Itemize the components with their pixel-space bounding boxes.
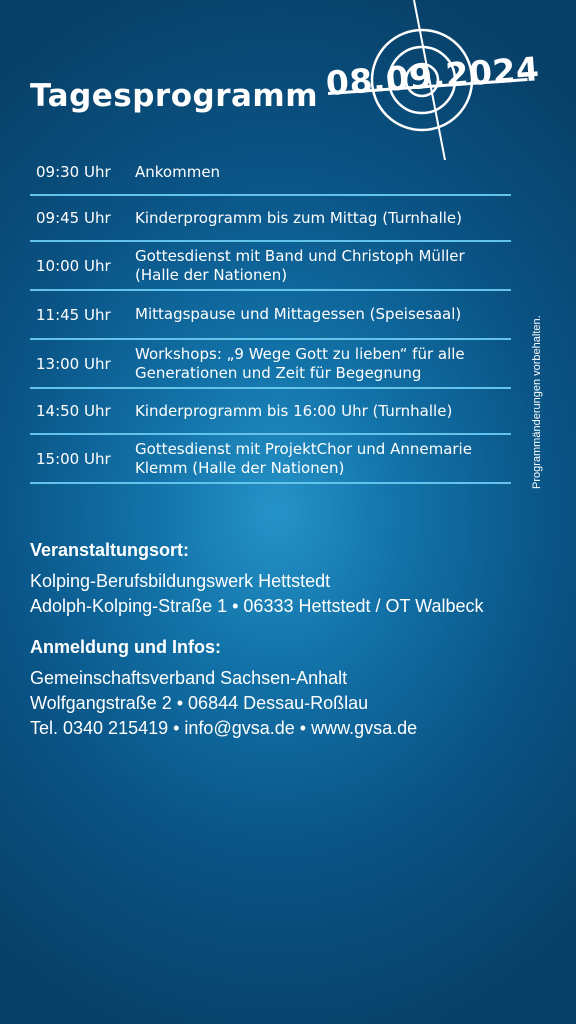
schedule-row (30, 196, 511, 242)
schedule-time: 14:50 Uhr (36, 402, 111, 420)
contact-block (30, 637, 560, 741)
schedule-time: 11:45 Uhr (36, 305, 111, 324)
page-title: Tagesprogramm (30, 78, 319, 114)
schedule-event: Workshops: „9 Wege Gott zu lieben“ für alle Generationen und Zeit für Begegnung (135, 344, 465, 382)
schedule-event: Gottesdienst mit ProjektChor und Annemarie Klemm (Halle der Nationen) (135, 439, 472, 477)
contact-details: Tel. 0340 215419 • info@gvsa.de • www.gvsa.de (30, 718, 418, 738)
venue-heading: Veranstaltungsort: (30, 540, 190, 560)
schedule-row (30, 291, 511, 340)
schedule-time: 10:00 Uhr (36, 256, 111, 275)
venue-address: Adolph-Kolping-Straße 1 • 06333 Hettstedt / OT Walbeck (30, 596, 484, 616)
contact-address: Wolfgangstraße 2 • 06844 Dessau-Roßlau (30, 693, 369, 713)
venue-block (30, 540, 560, 619)
info-section (30, 540, 560, 741)
schedule-row (30, 242, 511, 291)
schedule-row (30, 340, 511, 389)
schedule-table (30, 150, 511, 484)
contact-organization: Gemeinschaftsverband Sachsen-Anhalt (30, 668, 348, 688)
contact-heading: Anmeldung und Infos: (30, 637, 221, 657)
schedule-row (30, 389, 511, 435)
schedule-event: Kinderprogramm bis zum Mittag (Turnhalle) (135, 208, 462, 227)
schedule-time: 15:00 Uhr (36, 449, 111, 468)
schedule-time: 13:00 Uhr (36, 354, 111, 373)
schedule-row (30, 435, 511, 484)
schedule-event: Mittagspause und Mittagessen (Speisesaal) (135, 305, 462, 323)
event-date: 08.09.2024 (324, 49, 541, 103)
venue-name: Kolping-Berufsbildungswerk Hettstedt (30, 571, 331, 591)
schedule-row (30, 150, 511, 196)
program-change-note: Programmänderungen vorbehalten. (531, 315, 543, 489)
schedule-time: 09:45 Uhr (36, 209, 111, 227)
schedule-event: Ankommen (135, 162, 221, 181)
schedule-event: Gottesdienst mit Band und Christoph Müller (Halle der Nationen) (135, 246, 465, 284)
schedule-event: Kinderprogramm bis 16:00 Uhr (Turnhalle) (135, 401, 453, 420)
schedule-time: 09:30 Uhr (36, 163, 111, 181)
